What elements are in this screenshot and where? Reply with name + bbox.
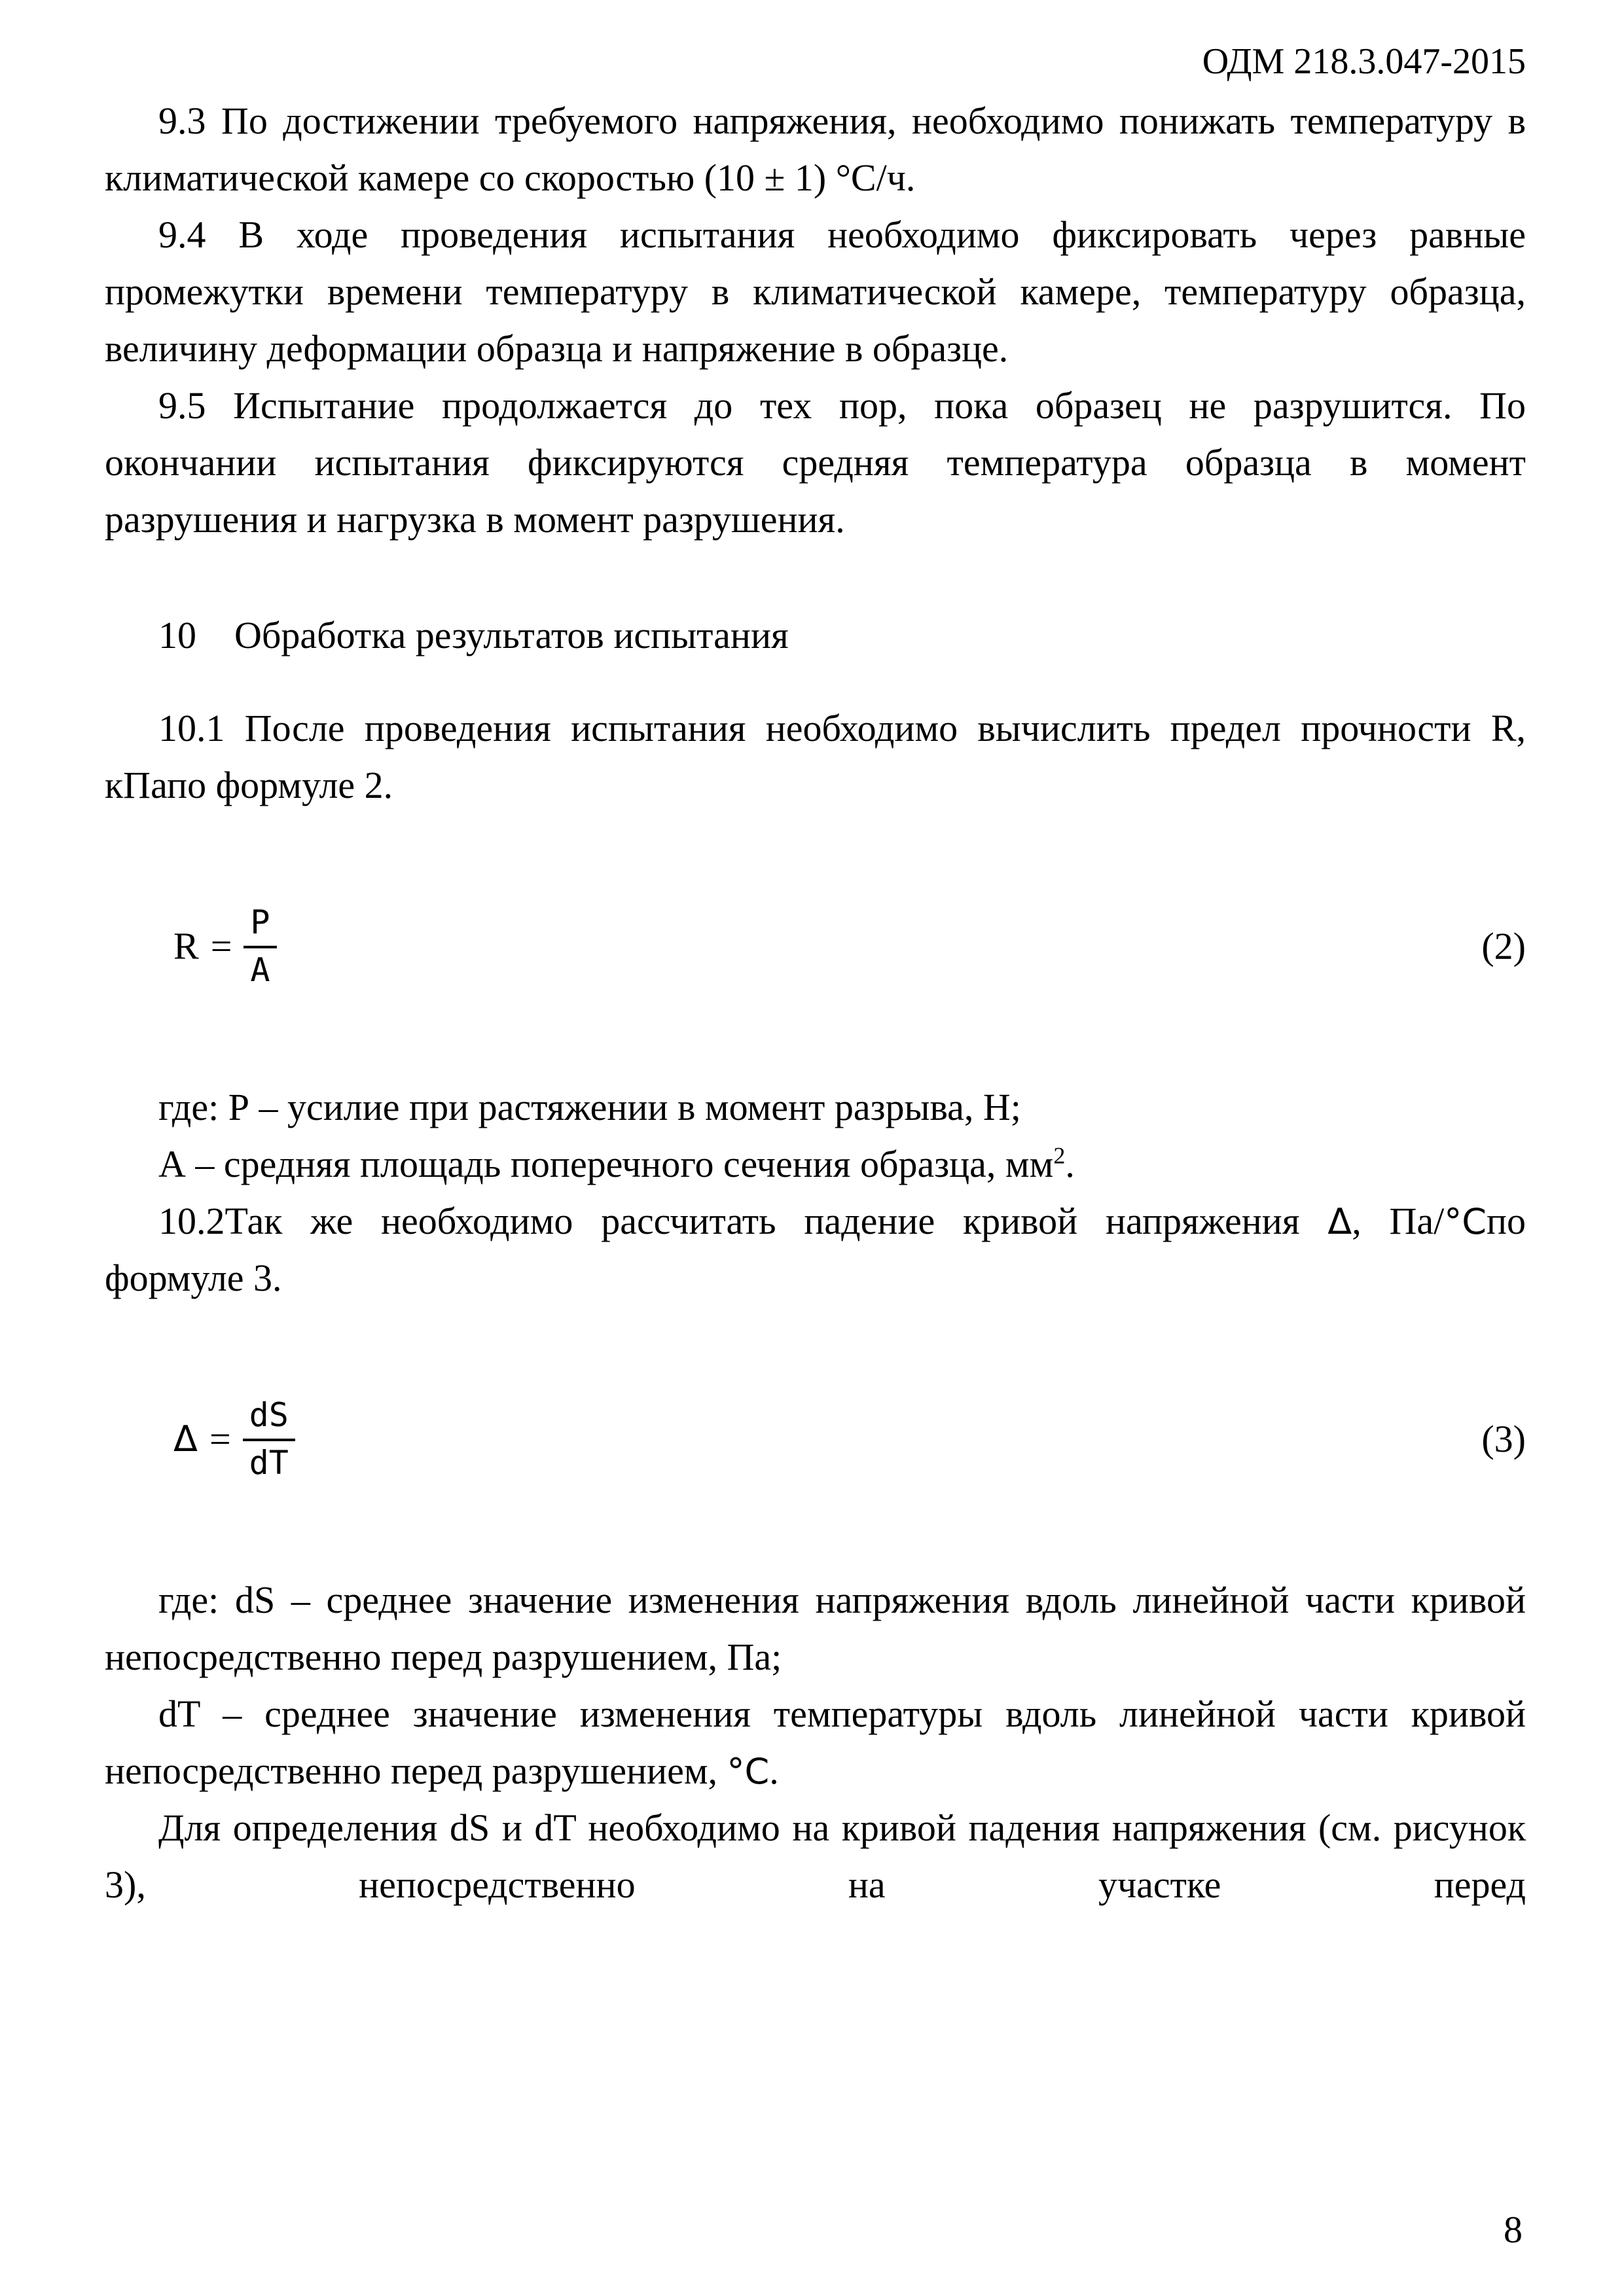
- paragraph-10-2: [105, 1193, 1526, 1306]
- where-clause-dT-text: dT – среднее значение изменения температуры вдоль линейной части кривой непосредственно перед разрушением,: [105, 1693, 1526, 1793]
- where-clause-A-superscript: 2: [1053, 1143, 1066, 1170]
- formula-3-fraction: [243, 1395, 295, 1483]
- formula-3-numerator: dS: [243, 1395, 295, 1441]
- paragraph-10-2-text-b: , Па/: [1352, 1200, 1445, 1243]
- where-clause-dT-tail: .: [769, 1749, 779, 1793]
- section-heading: [105, 607, 1526, 664]
- where-clause-A-tail: .: [1065, 1143, 1075, 1186]
- document-header: ОДМ 218.3.047-2015: [1202, 41, 1526, 82]
- where-clause-dT: [105, 1685, 1526, 1799]
- paragraph-9-3: 9.3 По достижении требуемого напряжения, необходимо понижать температуру в климатической камере со скоростью (10 ± 1) °С/ч.: [105, 99, 1526, 200]
- section-heading-title: Обработка результатов испытания: [234, 614, 789, 657]
- formula-3-equals: =: [209, 1418, 231, 1461]
- formula-3-number: (3): [1481, 1418, 1526, 1461]
- formula-2-denominator: A: [250, 950, 270, 989]
- where-clause-A-text: А – средняя площадь поперечного сечения образца, мм: [158, 1143, 1054, 1186]
- paragraph-9-5: 9.5 Испытание продолжается до тех пор, пока образец не разрушится. По окончании испытания фиксируются средняя температура образца в момент разрушения и нагрузка в момент разрушения.: [105, 384, 1526, 541]
- page-number: 8: [1504, 2208, 1523, 2251]
- formula-2-lhs: R: [173, 925, 199, 968]
- paragraph-10-1: 10.1 После проведения испытания необходимо вычислить предел прочности R, кПапо формуле 2.: [105, 707, 1526, 807]
- where-clause-P: где: Р – усилие при растяжении в момент разрыва, Н;: [158, 1086, 1021, 1129]
- formula-3-denominator: dT: [249, 1443, 289, 1482]
- where-clause-A: [105, 1136, 1526, 1193]
- formula-3-expression: [173, 1395, 295, 1483]
- degree-celsius-symbol: °С: [1444, 1201, 1487, 1243]
- paragraph-9-4: 9.4 В ходе проведения испытания необходимо фиксировать через равные промежутки времени температуру в климатической камере, температуру образца, величину деформации образца и напряжение в образце.: [105, 213, 1526, 370]
- formula-3: [105, 1395, 1526, 1483]
- formula-2-numerator: P: [244, 902, 276, 948]
- formula-2-number: (2): [1481, 925, 1526, 968]
- paragraph-10-2-text-a: 10.2Так же необходимо рассчитать падение кривой напряжения: [158, 1200, 1328, 1243]
- degree-celsius-symbol-2: °С: [727, 1751, 770, 1793]
- where-clause-dS: где: dS – среднее значение изменения напряжения вдоль линейной части кривой непосредственно перед разрушением, Па;: [105, 1579, 1526, 1679]
- formula-2-fraction: [244, 902, 276, 990]
- paragraph-10-2-text-c: по формуле 3.: [105, 1200, 1526, 1300]
- formula-3-lhs: Δ: [173, 1418, 198, 1460]
- paragraph-final: Для определения dS и dT необходимо на кривой падения напряжения (см. рисунок 3), непосредственно на участке перед: [105, 1806, 1526, 1907]
- formula-2-expression: [173, 902, 277, 990]
- formula-2: [105, 902, 1526, 990]
- formula-2-equals: =: [210, 925, 232, 968]
- section-heading-number: 10: [158, 614, 196, 657]
- delta-symbol: Δ: [1327, 1201, 1352, 1243]
